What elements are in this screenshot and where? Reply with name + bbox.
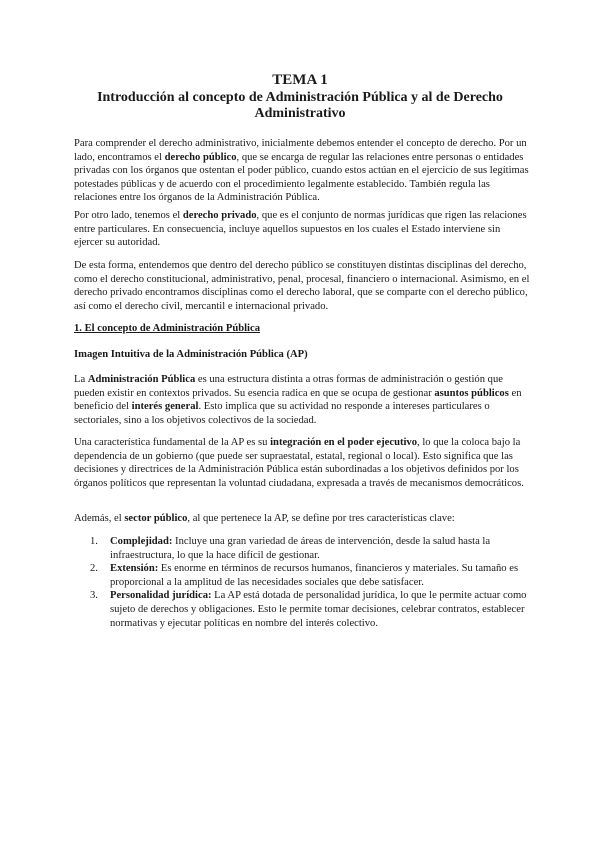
text-run: , lo que la coloca bajo la dependencia de un gobierno (que puede ser supraestatal, estatal, regional o local). Esto significa que las decisiones y directrices de la Administración Pública están subordinadas a los objetivos definidos por los órganos políticos que representan la voluntad ciudadana, expresada a través de mecanismos democráticos. [74,437,524,489]
section-paragraph-2 [74,436,530,490]
intro-paragraph-2 [74,209,530,250]
list-item [74,562,530,589]
text-run: Una característica fundamental de la AP es su [74,437,271,448]
list-number: 3. [90,590,98,602]
text-run: en beneficio del [74,387,522,413]
characteristics-list [74,535,530,630]
text-run: Es enorme en términos de recursos humanos, financieros y materiales. Su tamaño es proporcional a la amplitud de las necesidades sociales que debe satisfacer. [110,563,519,588]
text-run: es una estructura distinta a otras formas de administración o gestión que pueden existir en contextos privados. Su esencia radica en que se ocupa de gestionar [74,374,503,399]
text-run: . Esto implica que su actividad no responde a intereses particulares o sectoriales, sino a los objetivos colectivos de la sociedad. [74,401,490,426]
list-item [74,535,530,562]
bold-term: interés general [131,401,199,413]
bold-term: Personalidad jurídica: [110,590,212,602]
section-heading: 1. El concepto de Administración Pública [74,323,260,334]
list-item [74,589,530,630]
bold-term: integración en el poder ejecutivo [270,437,418,448]
document-title: Introducción al concepto de Administración Pública y al de Derecho Administrativo [97,90,503,121]
list-number: 2. [90,563,98,575]
text-run: Incluye una gran variedad de áreas de intervención, desde la salud hasta la infraestructura, lo que la hace difícil de gestionar. [110,536,491,561]
text-run: La AP está dotada de personalidad jurídica, lo que le permite actuar como sujeto de derechos y obligaciones. Esto le permite tomar decisiones, celebrar contratos, establecer normativas y ejecutar políticas en nombre del interés colectivo. [110,590,527,629]
text-run: Para comprender el derecho administrativo, inicialmente debemos entender el concepto de derecho. Por un lado, encontramos el [74,138,527,163]
topic-number: TEMA 1 [272,72,328,88]
section-subheading: Imagen Intuitiva de la Administración Pública (AP) [74,349,308,360]
bold-term: asuntos públicos [434,387,509,399]
section-paragraph-3 [74,512,530,526]
bold-term: Administración Pública [87,374,196,385]
text-run: , que es el conjunto de normas jurídicas que rigen las relaciones entre particulares. En consecuencia, incluye aquellos supuestos en los cuales el Estado interviene sin ejercer su autoridad. [74,210,527,249]
intro-paragraph-3: De esta forma, entendemos que dentro del derecho público se constituyen distintas disciplinas del derecho, como el derecho constitucional, administrativo, penal, procesal, financiero o internacional. Asimismo, en el derecho privado encontramos disciplinas como el derecho laboral, que se comparte con el derecho público, así como el derecho civil, mercantil e internacional privado. [74,260,530,312]
bold-term: derecho privado [182,210,257,221]
section-paragraph-1 [74,373,530,427]
text-run: La [74,374,88,385]
text-run: Además, el [74,513,125,524]
intro-paragraph-1 [74,137,530,205]
text-run: , al que pertenece la AP, se define por tres características clave: [187,513,455,524]
bold-term: derecho público [164,151,237,163]
bold-term: sector público [124,513,188,524]
list-number: 1. [90,536,98,547]
text-run: , que se encarga de regular las relaciones entre personas o entidades privadas con los órganos que ostentan el poder público, cuando estos actúan en el ejercicio de sus legítimas potestades públicas y de acuerdo con el procedimiento legalmente establecido. También regula las relaciones entre los órganos de la Administración Pública. [74,151,529,204]
bold-term: Extensión: [110,563,159,575]
bold-term: Complejidad: [110,536,173,547]
title-block [60,72,540,122]
text-run: Por otro lado, tenemos el [74,210,183,221]
